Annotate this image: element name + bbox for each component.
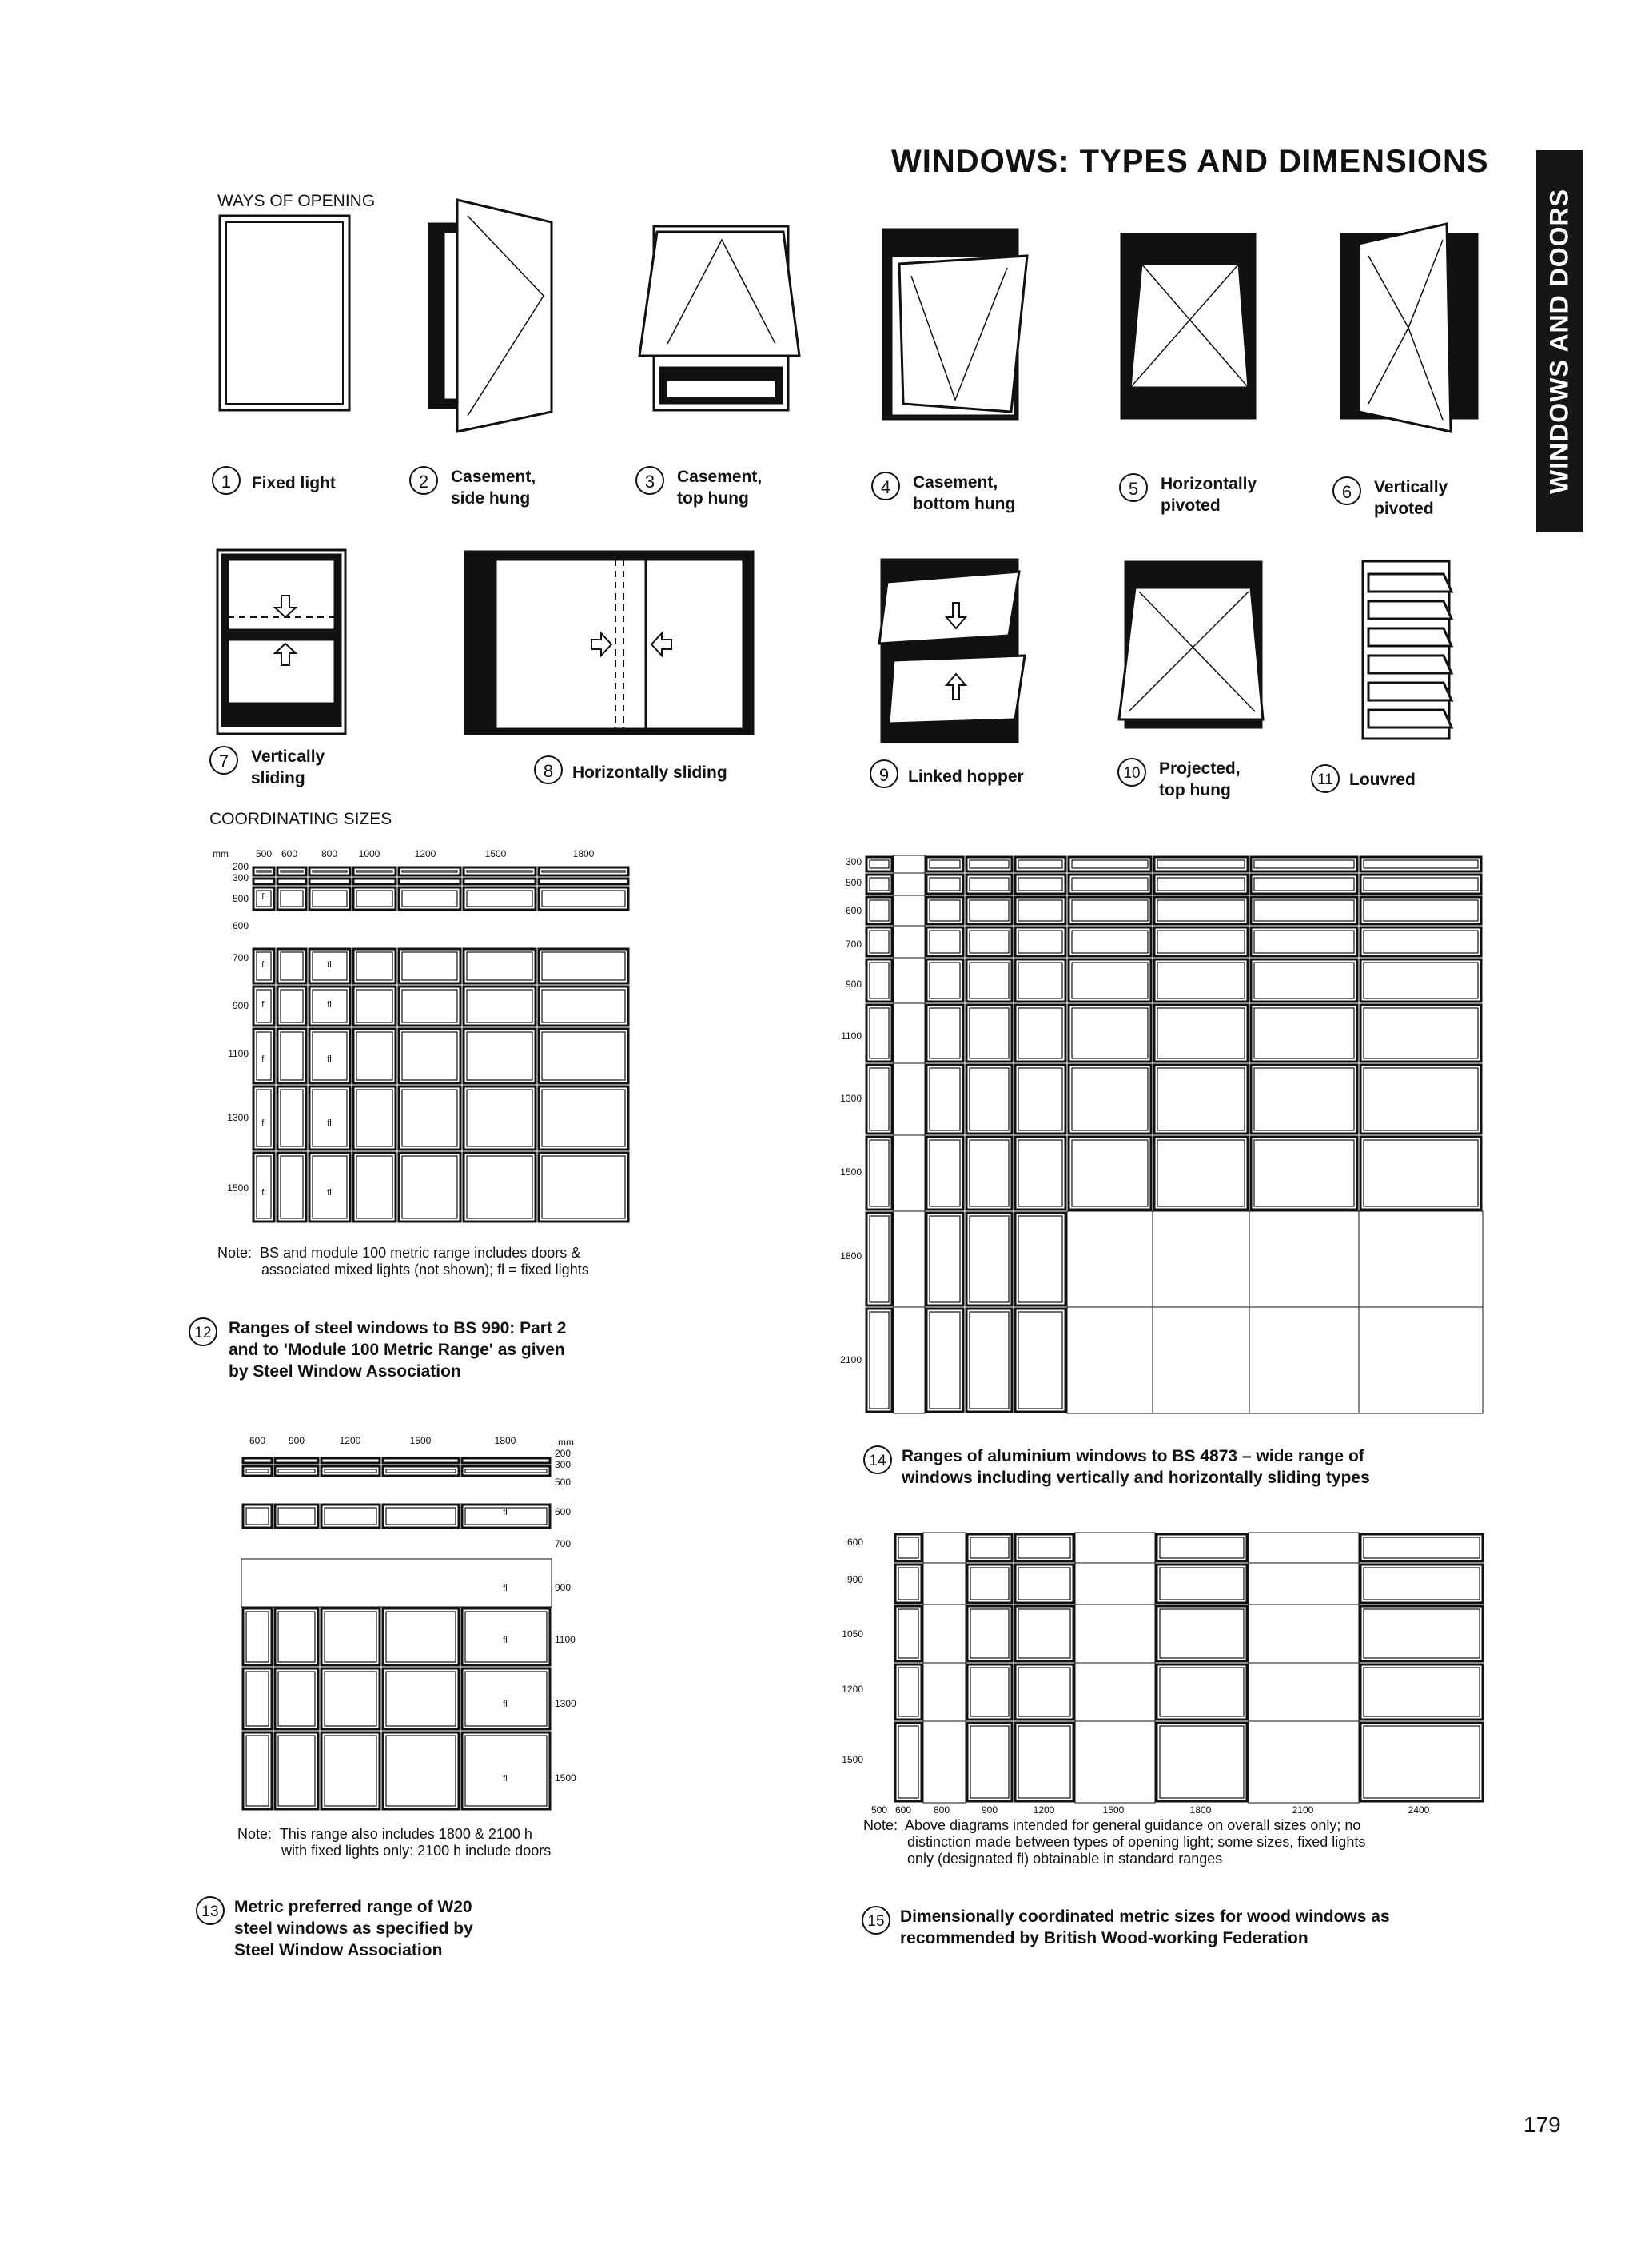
fig15-empty-cell (1075, 1604, 1155, 1663)
fig14-window-cell (866, 1137, 892, 1210)
fig14-height-label: 900 (845, 979, 862, 990)
fig14-height-label: 2100 (840, 1354, 862, 1365)
fig14-empty-cell (1153, 1211, 1249, 1307)
fig13-window-cell (275, 1732, 318, 1809)
fig12-window-cell (539, 1086, 628, 1150)
fig13-window-cell (321, 1608, 380, 1665)
fig15-width-label: 1200 (1033, 1804, 1055, 1816)
fig14-window-cell (1015, 897, 1065, 924)
fig15-width-label: 1800 (1189, 1804, 1212, 1816)
fig12-window-cell (353, 1086, 396, 1150)
fig13-window-cell (321, 1732, 380, 1809)
fig14-window-cell (1015, 1137, 1065, 1210)
fig12-window-cell (399, 867, 460, 875)
fig15-width-label: 800 (933, 1804, 950, 1816)
fig14-window-cell (926, 927, 963, 956)
fig12-window-cell (464, 987, 536, 1026)
fig15-empty-cell (1249, 1563, 1359, 1604)
fig12-width-label: 800 (321, 848, 338, 859)
fig14-window-cell (966, 1213, 1012, 1305)
fig12-window-cell (399, 987, 460, 1026)
fig15-window-cell (1015, 1664, 1073, 1720)
fig15-empty-cell (923, 1663, 966, 1721)
fig14-window-cell (926, 1005, 963, 1062)
fig14-window-cell (866, 1065, 892, 1134)
fig13-fl-label: fl (503, 1508, 508, 1517)
fig13-window-cell (383, 1458, 459, 1463)
fig14-window-cell (1069, 897, 1151, 924)
fig15-window-cell (1360, 1723, 1483, 1801)
fig14-window-cell (1154, 927, 1248, 956)
fig14-window-cell (1015, 1005, 1065, 1062)
fig13-window-cell (383, 1732, 459, 1809)
fig12-window-cell (277, 987, 306, 1026)
fig15-window-cell (967, 1564, 1012, 1603)
fig15-window-cell (1015, 1606, 1073, 1661)
fig14-empty-cell (1067, 1211, 1153, 1307)
fig15-empty-cell (1249, 1721, 1359, 1803)
fig15-window-cell (1360, 1534, 1483, 1561)
fig12-window-cell (309, 879, 350, 884)
fig12-window-cell (277, 879, 306, 884)
fig13-window-cell (243, 1608, 272, 1665)
fig13-unit-label: mm (558, 1437, 574, 1448)
fig14-window-cell (966, 1005, 1012, 1062)
fig12-fl-label: fl (261, 1054, 266, 1064)
fig14-window-cell (1154, 1005, 1248, 1062)
fig14-empty-cell (1249, 1307, 1359, 1413)
fig12-window-cell (399, 1086, 460, 1150)
fig15-width-label: 600 (894, 1804, 912, 1816)
fig14-window-cell (1015, 927, 1065, 956)
fig13-fl-label: fl (503, 1774, 508, 1784)
fig15-empty-cell (1075, 1563, 1155, 1604)
fig12-window-cell (539, 867, 628, 875)
fig13-fl-label: fl (503, 1584, 508, 1593)
fig12-fl-label: fl (261, 960, 266, 970)
fig14-window-cell (866, 1213, 892, 1305)
fig13-fl-label: fl (503, 1636, 508, 1645)
type-3-caption: 3 Casement, top hung (635, 466, 762, 509)
fig12-window-cell (464, 949, 536, 983)
fig14-empty-cell (1249, 1211, 1359, 1307)
fig14-empty-cell (894, 1063, 925, 1135)
fig15-empty-cell (1075, 1663, 1155, 1721)
fig14-empty-cell (894, 1211, 925, 1307)
fig14-height-label: 1800 (840, 1250, 862, 1262)
fig14-window-cell (1154, 1065, 1248, 1134)
fig14-window-cell (1154, 1137, 1248, 1210)
fig14-empty-cell (894, 895, 925, 926)
fig12-window-cell (309, 1153, 350, 1222)
fig12-window-cell (464, 1153, 536, 1222)
type-8-caption: 8 Horizontally sliding (534, 755, 727, 784)
fig13-window-cell (462, 1732, 550, 1809)
fig15-window-cell (1015, 1564, 1073, 1603)
fig14-window-cell (1015, 1213, 1065, 1305)
figure-15-note: Note: Above diagrams intended for general guidance on overall sizes only; no distinction made between types of opening light; some sizes, fixed lights only (designated fl) obtainable in standard ranges (863, 1817, 1366, 1867)
fig13-window-cell (383, 1466, 459, 1476)
fig12-fl-label: fl (327, 1000, 332, 1010)
fig14-empty-cell (1067, 1307, 1153, 1413)
type-5-caption: 5 Horizontally pivoted (1119, 473, 1257, 516)
type-11-caption: 11 Louvred (1311, 764, 1416, 793)
fig15-window-cell (895, 1606, 922, 1661)
fig15-width-label: 900 (981, 1804, 998, 1816)
fig13-window-cell (462, 1668, 550, 1729)
fig15-window-cell (1015, 1534, 1073, 1561)
fig13-window-cell (275, 1466, 318, 1476)
fig14-height-label: 1300 (840, 1093, 862, 1104)
type-1-caption: 1 Fixed light (212, 466, 336, 495)
fig15-empty-cell (923, 1533, 966, 1563)
fig14-window-cell (866, 959, 892, 1002)
fig12-width-label: 1200 (414, 848, 436, 859)
fig15-empty-cell (923, 1721, 966, 1803)
fig14-window-cell (1154, 857, 1248, 871)
fig14-window-cell (1069, 1065, 1151, 1134)
fig13-height-label: 1500 (555, 1772, 576, 1784)
fig15-empty-cell (1249, 1663, 1359, 1721)
fig15-width-label: 500 (870, 1804, 888, 1816)
fig12-window-cell (399, 1029, 460, 1083)
fig12-window-cell (464, 1086, 536, 1150)
fig12-height-label: 200 (232, 861, 249, 872)
fig15-height-label: 1200 (842, 1684, 863, 1695)
fig15-height-label: 900 (846, 1574, 863, 1585)
fig12-width-label: 1500 (484, 848, 507, 859)
fig13-width-label: 1800 (494, 1435, 516, 1446)
fig12-window-cell (399, 949, 460, 983)
fig12-window-cell (539, 987, 628, 1026)
fig15-window-cell (967, 1664, 1012, 1720)
fig12-window-cell (277, 1153, 306, 1222)
fig15-window-cell (895, 1564, 922, 1603)
fig12-unit-label: mm (213, 848, 229, 859)
fig14-window-cell (1069, 1005, 1151, 1062)
fig12-window-cell (277, 867, 306, 875)
fig13-width-label: 1200 (339, 1435, 361, 1446)
fig14-empty-cell (894, 873, 925, 895)
fig14-window-cell (966, 959, 1012, 1002)
fig14-window-cell (966, 1137, 1012, 1210)
fig12-window-cell (277, 949, 306, 983)
fig13-fl-label: fl (503, 1700, 508, 1709)
fig15-window-cell (1360, 1606, 1483, 1661)
fig14-window-cell (1069, 959, 1151, 1002)
fig13-window-cell (321, 1668, 380, 1729)
fig12-window-cell (539, 879, 628, 884)
fig12-window-cell (464, 879, 536, 884)
fig12-fl-label: fl (327, 1118, 332, 1128)
fig14-window-cell (866, 1005, 892, 1062)
fig14-empty-cell (894, 1307, 925, 1413)
fig14-window-cell (1360, 927, 1481, 956)
fig14-window-cell (1360, 1005, 1481, 1062)
fig14-window-cell (1069, 927, 1151, 956)
type-7-caption: 7 Vertically sliding (209, 746, 325, 789)
fig12-window-cell (539, 1153, 628, 1222)
fig14-window-cell (1360, 897, 1481, 924)
fig14-window-cell (866, 927, 892, 956)
fig13-height-label: 1300 (555, 1698, 576, 1709)
fig13-window-cell (383, 1608, 459, 1665)
fig12-fl-label: fl (327, 1188, 332, 1198)
fig15-window-cell (1157, 1564, 1247, 1603)
fig13-window-cell (321, 1466, 380, 1476)
fig14-window-cell (1251, 1065, 1357, 1134)
page-title: WINDOWS: TYPES AND DIMENSIONS (891, 144, 1489, 179)
fig12-window-cell (399, 1153, 460, 1222)
fig12-window-cell (277, 1086, 306, 1150)
fig14-empty-cell (894, 855, 925, 873)
fig14-window-cell (1015, 1065, 1065, 1134)
fig12-height-label: 700 (232, 952, 249, 963)
fig14-window-cell (966, 1065, 1012, 1134)
fig14-empty-cell (1359, 1307, 1483, 1413)
side-tab-label: WINDOWS AND DOORS (1544, 188, 1574, 495)
fig12-window-cell (539, 949, 628, 983)
fig14-window-cell (866, 897, 892, 924)
fig12-fl-label: fl (261, 1188, 266, 1198)
fig15-window-cell (895, 1723, 922, 1801)
fig14-window-cell (1360, 857, 1481, 871)
fig14-empty-cell (894, 1003, 925, 1063)
fig14-window-cell (1069, 1137, 1151, 1210)
section-coordinating-sizes: COORDINATING SIZES (209, 810, 392, 828)
fig14-window-cell (926, 897, 963, 924)
fig14-window-cell (1015, 959, 1065, 1002)
fig12-width-label: 600 (281, 848, 298, 859)
fig14-window-cell (1015, 1309, 1065, 1412)
fig14-window-cell (1251, 959, 1357, 1002)
fig14-height-label: 300 (845, 856, 862, 867)
fig12-height-label: 500 (232, 893, 249, 904)
fig15-empty-cell (1249, 1604, 1359, 1663)
fig14-empty-cell (1153, 1307, 1249, 1413)
fig14-height-label: 500 (845, 877, 862, 888)
fig14-empty-cell (1359, 1211, 1483, 1307)
fig15-width-label: 2100 (1292, 1804, 1314, 1816)
fig12-fl-label: fl (327, 960, 332, 970)
fig14-window-cell (866, 1309, 892, 1412)
figure-15-caption: 15 Dimensionally coordinated metric sizes for wood windows as recommended by British Wood-working Federation (862, 1906, 1390, 1949)
fig12-fl-label: fl (327, 1054, 332, 1064)
fig14-empty-cell (894, 1135, 925, 1211)
fig13-window-cell (275, 1458, 318, 1463)
fig13-window-cell (275, 1608, 318, 1665)
fig15-window-cell (967, 1606, 1012, 1661)
fig15-window-cell (1360, 1564, 1483, 1603)
fig12-height-label: 900 (232, 1000, 249, 1011)
fig12-window-cell (464, 1029, 536, 1083)
fig14-window-cell (966, 857, 1012, 871)
fig13-height-label: 1100 (555, 1634, 576, 1645)
fig15-height-label: 600 (846, 1537, 863, 1548)
fig13-window-cell (243, 1458, 272, 1463)
fig14-window-cell (1360, 1137, 1481, 1210)
fig12-window-cell (277, 1029, 306, 1083)
fig14-window-cell (1251, 857, 1357, 871)
fig14-height-label: 600 (845, 905, 862, 916)
fig12-window-cell (464, 867, 536, 875)
fig15-window-cell (895, 1664, 922, 1720)
fig15-window-cell (1015, 1723, 1073, 1801)
fig13-window-cell (275, 1668, 318, 1729)
type-6-caption: 6 Vertically pivoted (1332, 476, 1448, 520)
fig15-height-label: 1500 (842, 1754, 863, 1765)
fig15-empty-cell (1075, 1533, 1155, 1563)
fig13-window-cell (243, 1466, 272, 1476)
section-ways-of-opening: WAYS OF OPENING (217, 192, 376, 210)
fig15-window-cell (1157, 1534, 1247, 1561)
fig14-window-cell (926, 1065, 963, 1134)
fig13-height-label: 500 (555, 1477, 572, 1488)
fig12-fl-label: fl (261, 892, 266, 902)
fig12-window-cell (353, 867, 396, 875)
fig15-window-cell (1360, 1664, 1483, 1720)
figure-13-note: Note: This range also includes 1800 & 2100 h with fixed lights only: 2100 h include doors (237, 1826, 552, 1859)
fig15-empty-cell (1249, 1533, 1359, 1563)
fig12-window-cell (353, 1153, 396, 1222)
fig12-fl-label: fl (261, 1118, 266, 1128)
fig14-window-cell (1251, 1005, 1357, 1062)
type-4-caption: 4 Casement, bottom hung (871, 472, 1015, 515)
fig15-window-cell (1157, 1664, 1247, 1720)
fig14-window-cell (926, 1213, 963, 1305)
fig12-height-label: 1500 (227, 1182, 249, 1194)
figure-12-caption: 12 Ranges of steel windows to BS 990: Part 2 and to 'Module 100 Metric Range' as given by Steel Window Association (189, 1317, 566, 1382)
fig12-window-cell (353, 879, 396, 884)
fig12-window-cell (399, 879, 460, 884)
fig14-window-cell (1360, 1065, 1481, 1134)
fig14-window-cell (1251, 927, 1357, 956)
fig14-window-cell (1360, 959, 1481, 1002)
fig13-width-label: 600 (249, 1435, 266, 1446)
fig15-empty-cell (923, 1604, 966, 1663)
fig15-width-label: 1500 (1102, 1804, 1125, 1816)
fig13-window-cell (462, 1458, 550, 1463)
fig15-window-cell (895, 1534, 922, 1561)
fig14-window-cell (926, 1309, 963, 1412)
fig14-empty-cell (894, 958, 925, 1003)
fig15-empty-cell (923, 1563, 966, 1604)
fig12-width-label: 1800 (572, 848, 595, 859)
fig15-width-label: 2400 (1408, 1804, 1430, 1816)
fig13-width-label: 900 (288, 1435, 305, 1446)
fig13-height-label: 600 (555, 1506, 572, 1517)
fig13-height-label: 200 (555, 1448, 572, 1459)
fig13-window-cell (243, 1668, 272, 1729)
fig14-height-label: 1500 (840, 1166, 862, 1178)
fig13-height-label: 900 (555, 1582, 572, 1593)
fig14-height-label: 700 (845, 939, 862, 950)
type-2-caption: 2 Casement, side hung (409, 466, 536, 509)
fig14-window-cell (1154, 959, 1248, 1002)
fig15-window-cell (967, 1723, 1012, 1801)
fig14-window-cell (1015, 857, 1065, 871)
fig13-window-cell (462, 1466, 550, 1476)
fig12-window-cell (309, 867, 350, 875)
fig12-window-cell (353, 987, 396, 1026)
fig13-height-label: 300 (555, 1459, 572, 1470)
fig12-height-label: 1300 (227, 1112, 249, 1123)
fig14-window-cell (926, 1137, 963, 1210)
fig13-height-label: 700 (555, 1538, 572, 1549)
fig14-window-cell (1069, 857, 1151, 871)
fig15-window-cell (967, 1534, 1012, 1561)
fig15-window-cell (1157, 1606, 1247, 1661)
fig15-window-cell (1157, 1723, 1247, 1801)
page-number: 179 (1523, 2112, 1561, 2137)
fig12-fl-label: fl (261, 1000, 266, 1010)
fig12-height-label: 300 (232, 872, 249, 883)
fig12-width-label: 500 (255, 848, 273, 859)
fig13-window-cell (321, 1458, 380, 1463)
fig13-window-cell (243, 1732, 272, 1809)
fig14-window-cell (966, 1309, 1012, 1412)
fig12-height-label: 1100 (228, 1048, 249, 1059)
fig12-window-cell (539, 1029, 628, 1083)
fig13-window-cell (383, 1668, 459, 1729)
figure-13-caption: 13 Metric preferred range of W20 steel windows as specified by Steel Window Association (196, 1896, 473, 1961)
fig14-window-cell (926, 959, 963, 1002)
fig14-height-label: 1100 (841, 1030, 862, 1042)
fig14-window-cell (1251, 897, 1357, 924)
fig14-window-cell (966, 897, 1012, 924)
fig14-window-cell (926, 857, 963, 871)
fig12-width-label: 1000 (358, 848, 380, 859)
fig14-window-cell (1251, 1137, 1357, 1210)
fig14-empty-cell (894, 926, 925, 958)
fig12-window-cell (353, 1029, 396, 1083)
fig13-width-label: 1500 (409, 1435, 432, 1446)
fig12-window-cell (253, 879, 274, 884)
figure-14-caption: 14 Ranges of aluminium windows to BS 4873 – wide range of windows including vertically and horizontally sliding types (863, 1445, 1370, 1489)
fig12-height-label: 600 (232, 920, 249, 931)
fig14-window-cell (1154, 897, 1248, 924)
fig15-empty-cell (1075, 1721, 1155, 1803)
type-10-caption: 10 Projected, top hung (1117, 758, 1241, 801)
fig13-empty-row (241, 1559, 552, 1607)
fig12-window-cell (353, 949, 396, 983)
figure-12-note: Note: BS and module 100 metric range includes doors & associated mixed lights (not shown); fl = fixed lights (217, 1245, 589, 1277)
type-9-caption: 9 Linked hopper (870, 759, 1024, 788)
fig15-height-label: 1050 (842, 1628, 863, 1640)
fig14-window-cell (966, 927, 1012, 956)
fig14-window-cell (866, 857, 892, 871)
